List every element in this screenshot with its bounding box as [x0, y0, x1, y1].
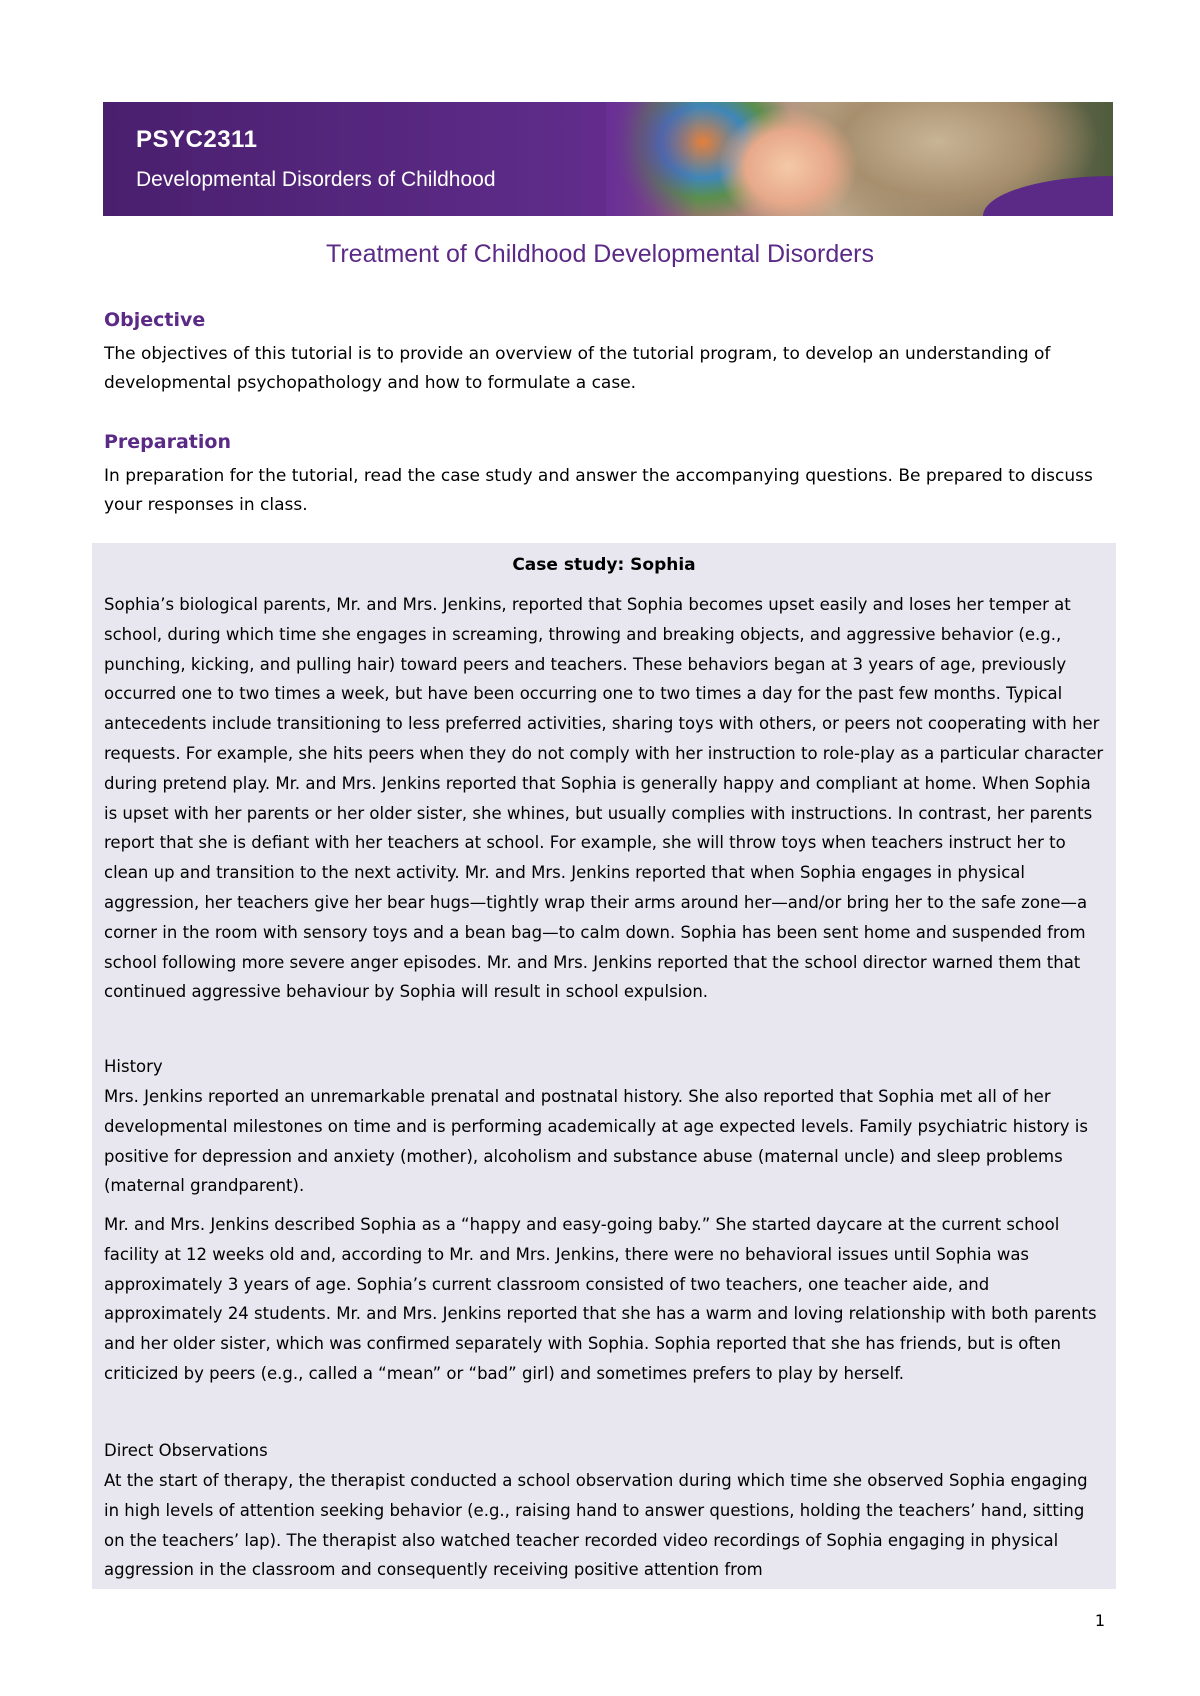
- observations-heading: Direct Observations: [104, 1441, 268, 1460]
- case-study-title: Case study: Sophia: [512, 555, 696, 575]
- preparation-heading: Preparation: [104, 431, 231, 453]
- child-painted-hands-photo: [608, 102, 1113, 216]
- observations-paragraph: At the start of therapy, the therapist conducted a school observation during which time she observed Sophia engaging in high levels of attention seeking behavior (e.g., raising hand to answer questions, holding the teachers’ hand, sitting on the teachers’ lap). The therapist also watched teacher recorded video recordings of Sophia engaging in physical aggression in the classroom and consequently receiving positive attention from: [104, 1471, 1088, 1580]
- history-paragraph-2: Mr. and Mrs. Jenkins described Sophia as a “happy and easy-going baby.” She started daycare at the current school facility at 12 weeks old and, according to Mr. and Mrs. Jenkins, there were no behavioral issues until Sophia was approximately 3 years of age. Sophia’s current classroom consisted of two teachers, one teacher aide, and approximately 24 students. Mr. and Mrs. Jenkins reported that she has a warm and loving relationship with both parents and her older sister, which was confirmed separately with Sophia. Sophia reported that she has friends, but is often criticized by peers (e.g., called a “mean” or “bad” girl) and sometimes prefers to play by herself.: [104, 1215, 1097, 1383]
- objective-text: The objectives of this tutorial is to provide an overview of the tutorial program, to develop an understanding of developmental psychopathology and how to formulate a case.: [104, 344, 1051, 393]
- history-paragraph-1: Mrs. Jenkins reported an unremarkable prenatal and postnatal history. She also reported that Sophia met all of her developmental milestones on time and is performing academically at age expected levels. Family psychiatric history is positive for depression and anxiety (mother), alcoholism and substance abuse (maternal uncle) and sleep problems (maternal grandparent).: [104, 1087, 1088, 1196]
- objective-heading: Objective: [104, 309, 206, 331]
- preparation-text: In preparation for the tutorial, read the case study and answer the accompanying questions. Be prepared to discuss your responses in class.: [104, 466, 1093, 515]
- page-number: 1: [1094, 1611, 1105, 1630]
- banner-curve-decoration: [983, 176, 1113, 216]
- course-code: PSYC2311: [136, 126, 258, 153]
- course-name: Developmental Disorders of Childhood: [136, 168, 496, 191]
- document-title: Treatment of Childhood Developmental Disorders: [326, 240, 874, 268]
- case-study-box: [92, 543, 1116, 1589]
- history-heading: History: [104, 1057, 163, 1076]
- course-banner: [103, 102, 1113, 216]
- case-study-intro: Sophia’s biological parents, Mr. and Mrs. Jenkins, reported that Sophia becomes upset easily and loses her temper at school, during which time she engages in screaming, throwing and breaking objects, and aggressive behavior (e.g., punching, kicking, and pulling hair) toward peers and teachers. These behaviors began at 3 years of age, previously occurred one to two times a week, but have been occurring one to two times a day for the past few months. Typical antecedents include transitioning to less preferred activities, sharing toys with others, or peers not cooperating with her requests. For example, she hits peers when they do not comply with her instruction to role-play as a particular character during pretend play. Mr. and Mrs. Jenkins reported that Sophia is generally happy and compliant at home. When Sophia is upset with her parents or her older sister, she whines, but usually complies with instructions. In contrast, her parents report that she is defiant with her teachers at school. For example, she will throw toys when teachers instruct her to clean up and transition to the next activity. Mr. and Mrs. Jenkins reported that when Sophia engages in physical aggression, her teachers give her bear hugs—tightly wrap their arms around her—and/or bring her to the safe zone—a corner in the room with sensory toys and a bean bag—to calm down. Sophia has been sent home and suspended from school following more severe anger episodes. Mr. and Mrs. Jenkins reported that the school director warned them that continued aggressive behaviour by Sophia will result in school expulsion.: [104, 595, 1104, 1002]
